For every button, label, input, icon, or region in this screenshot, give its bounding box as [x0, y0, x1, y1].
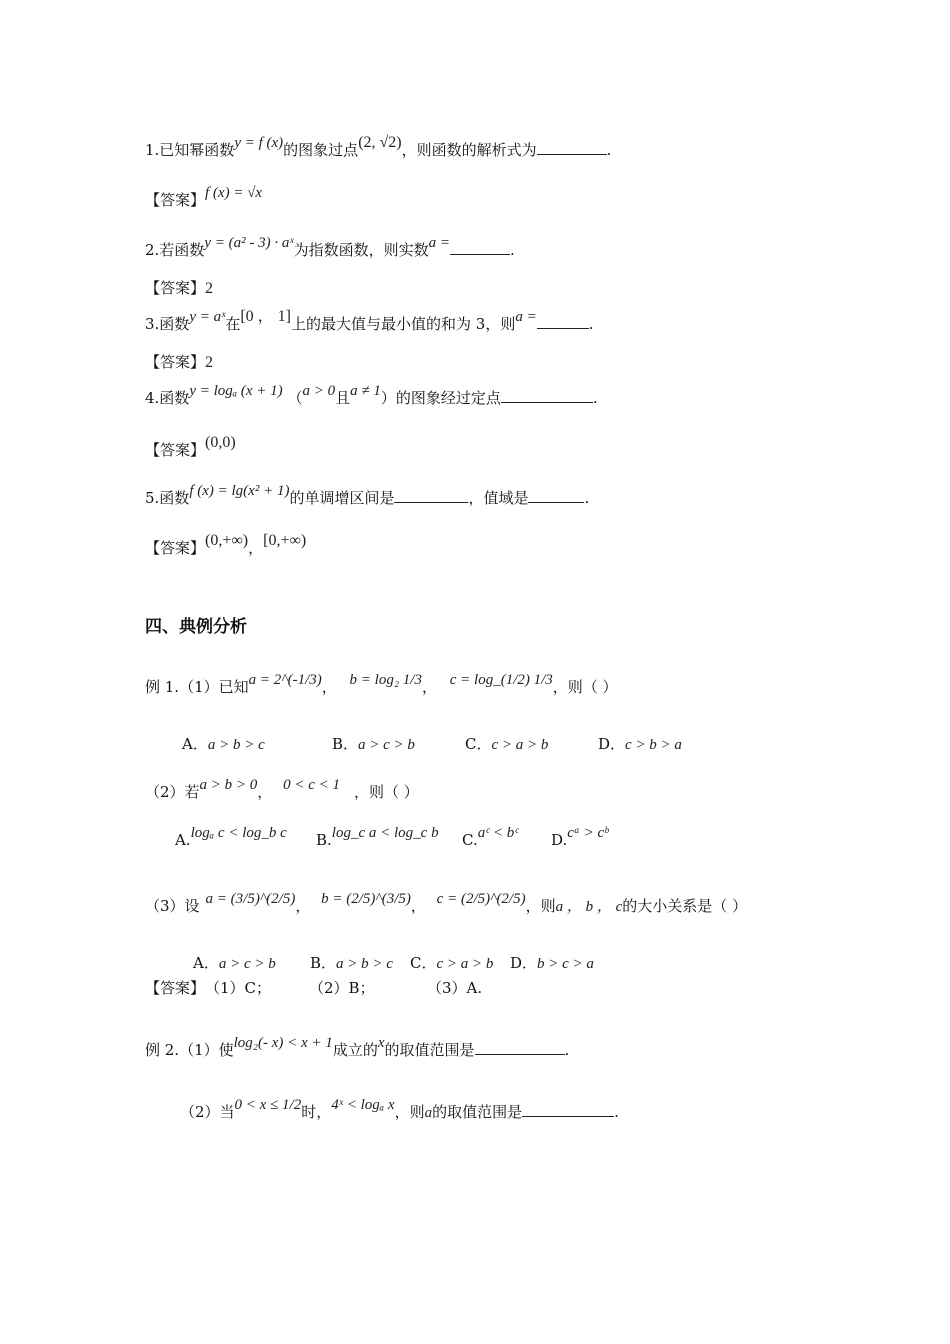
q1-end: . [606, 141, 612, 159]
answer-label: 【答案】 [145, 441, 206, 459]
section-title: 四、典例分析 [145, 617, 247, 637]
option-letter: C． [465, 735, 492, 753]
q1-answer-blank [537, 140, 607, 155]
answer-label: 【答案】 [145, 353, 206, 371]
q4-and: 且 [335, 389, 351, 407]
option-text: c > a > b [436, 956, 494, 972]
ex2-p1-inequality: log₂(- x) < x + 1 [233, 1035, 333, 1051]
example-1-part-1: 例 1.（1）已知a = 2^(-1/3)， b = log₂ 1/3， c = log_(1/2) 1/3，则（ ） [145, 672, 618, 696]
example-2-part-2 [180, 1097, 619, 1123]
ex1-p1-suffix: ，则（ ） [552, 678, 618, 696]
option-letter: D. [551, 831, 568, 849]
ex2-p2-end: . [614, 1103, 619, 1121]
q5-sep: ， [248, 539, 264, 557]
ex1-answer-2: （2）B； [309, 979, 375, 997]
ex1-p3-prefix: （3）设 [145, 897, 200, 915]
q3-mid2: 上的最大值与最小值的和为 3，则 [291, 315, 516, 333]
q4-paren-close: ）的图象经过定点 [380, 389, 501, 407]
option-text: a > c > b [358, 737, 415, 753]
q3-mid1: 在 [225, 315, 241, 333]
ex1-p2-options [175, 825, 609, 851]
q5-mid2: ，值域是 [468, 489, 529, 507]
option-text: logₐ c < log_b c [190, 825, 287, 841]
q3-interval: [0 ， 1] [240, 308, 292, 325]
q2-answer: 2 [205, 280, 214, 297]
ex2-p2-suffix: 的取值范围是 [432, 1103, 523, 1121]
q5-answer-blank-1 [394, 488, 468, 503]
q1-mid: 的图象过点 [283, 141, 359, 159]
q5-function: f (x) = lg(x² + 1) [189, 483, 290, 499]
answer-1 [145, 185, 263, 211]
option-text: aᶜ < bᶜ [477, 825, 519, 841]
option-letter: B. [316, 831, 332, 849]
ex1-p2-cond2: 0 < c < 1 [283, 777, 340, 793]
q5-answer-2: [0,+∞) [263, 532, 307, 549]
example-1-part-3: （3）设 a = (3/5)^(2/5)， b = (2/5)^(3/5)， c = (2/5)^(2/5)，则a ， b ， c的大小关系是（ ） [145, 891, 748, 915]
q1-suffix: ，则函数的解析式为 [401, 141, 537, 159]
ex2-p2-var: a [424, 1105, 433, 1121]
option-text: cᵃ > cᵇ [567, 825, 609, 841]
question-4 [145, 383, 598, 409]
option-letter: A． [182, 735, 208, 753]
ex2-p2-prefix: （2）当 [180, 1103, 235, 1121]
ex1-answer [145, 978, 482, 998]
option-text: a > b > c [336, 956, 393, 972]
q3-prefix: 3.函数 [145, 315, 190, 333]
answer-label: 【答案】 [145, 279, 206, 297]
option-text: c > b > a [625, 737, 682, 753]
ex1-p3-vars: a ， b ， c [555, 899, 623, 915]
q1-function: y = f (x) [234, 135, 284, 151]
question-2 [145, 235, 515, 261]
option-text: b > c > a [537, 956, 594, 972]
q2-end: . [509, 241, 515, 259]
option-letter: B． [310, 954, 337, 972]
q1-answer: f (x) = √x [205, 185, 263, 201]
ex2-p1-end: . [564, 1041, 570, 1059]
answer-4 [145, 434, 236, 461]
example-1-part-2: （2）若a > b > 0， 0 < c < 1 ，则（ ） [145, 777, 419, 801]
ex1-p3-options [193, 953, 594, 974]
example-2-part-1 [145, 1035, 570, 1061]
q5-answer-1: (0,+∞) [205, 532, 249, 549]
q4-function: y = logₐ (x + 1) [189, 383, 283, 399]
question-3 [145, 308, 594, 335]
q2-prefix: 2.若函数 [145, 241, 205, 259]
ex2-p2-answer-blank [522, 1102, 614, 1117]
q4-end: . [592, 389, 598, 407]
ex2-p1-mid: 成立的 [332, 1041, 378, 1059]
q4-cond2: a ≠ 1 [350, 383, 381, 399]
q2-answer-blank [450, 240, 510, 255]
q5-mid: 的单调增区间是 [289, 489, 395, 507]
ex1-p3-mid: ，则 [525, 897, 556, 915]
ex1-p2-prefix: （2）若 [145, 783, 200, 801]
option-text: c > a > b [491, 737, 549, 753]
question-1 [145, 134, 612, 161]
q1-prefix: 1.已知幂函数 [145, 141, 235, 159]
ex2-p2-mid: 时， [301, 1103, 332, 1121]
option-text: a > c > b [218, 956, 276, 972]
q3-answer: 2 [205, 354, 214, 371]
answer-3 [145, 352, 213, 373]
ex1-p1-c: c = log_(1/2) 1/3 [449, 672, 553, 688]
option-letter: D． [598, 735, 626, 753]
option-letter: C． [410, 954, 437, 972]
q1-point: (2, √2) [358, 134, 402, 151]
q5-prefix: 5.函数 [145, 489, 190, 507]
answer-5 [145, 532, 307, 559]
q4-paren-open: （ [287, 389, 303, 407]
q2-function: y = (a² - 3) · aˣ [204, 235, 294, 251]
ex1-p3-b: b = (2/5)^(3/5) [321, 891, 411, 907]
option-text: a > b > c [207, 737, 265, 753]
ex1-p1-b: b = log₂ 1/3 [349, 672, 422, 688]
ex2-p2-inequality: 4ˣ < logₐ x [331, 1097, 395, 1113]
q4-answer: (0,0) [205, 434, 236, 451]
ex2-p1-prefix: 例 2.（1）使 [145, 1041, 234, 1059]
q4-prefix: 4.函数 [145, 389, 190, 407]
q2-var: a = [428, 235, 450, 251]
q2-mid: 为指数函数，则实数 [293, 241, 429, 259]
answer-label: 【答案】 [145, 979, 206, 997]
ex1-p2-cond1: a > b > 0 [199, 777, 258, 793]
ex1-p3-a: a = (3/5)^(2/5) [205, 891, 296, 907]
option-letter: A. [175, 831, 191, 849]
ex2-p1-answer-blank [475, 1040, 565, 1055]
ex1-p1-prefix: 例 1.（1）已知 [145, 678, 249, 696]
option-letter: B． [332, 735, 359, 753]
ex1-p1-a: a = 2^(-1/3) [248, 672, 322, 688]
ex1-answer-1: （1）C； [205, 979, 272, 997]
q3-end: . [588, 315, 594, 333]
ex2-p1-var: x [377, 1035, 385, 1051]
answer-2 [145, 278, 213, 299]
ex1-p2-suffix: ，则（ ） [354, 783, 419, 801]
q4-answer-blank [501, 388, 593, 403]
ex1-p3-c: c = (2/5)^(2/5) [436, 891, 526, 907]
q5-answer-blank-2 [528, 488, 584, 503]
answer-label: 【答案】 [145, 191, 206, 209]
ex2-p2-cond: 0 < x ≤ 1/2 [234, 1097, 302, 1113]
q3-function: y = aˣ [189, 309, 226, 325]
option-text: log_c a < log_c b [331, 825, 439, 841]
q3-var: a = [515, 309, 537, 325]
ex1-p3-suffix: 的大小关系是（ ） [622, 897, 748, 915]
option-letter: D． [510, 954, 538, 972]
question-5 [145, 483, 590, 509]
ex2-p2-mid2: ，则 [394, 1103, 425, 1121]
option-letter: C. [462, 831, 478, 849]
q4-cond1: a > 0 [302, 383, 336, 399]
ex1-answer-3: （3）A. [427, 979, 483, 997]
option-letter: A． [193, 954, 219, 972]
answer-label: 【答案】 [145, 539, 206, 557]
q3-answer-blank [537, 314, 589, 329]
q5-end: . [584, 489, 590, 507]
ex1-p1-options [182, 734, 682, 755]
ex2-p1-suffix: 的取值范围是 [384, 1041, 475, 1059]
